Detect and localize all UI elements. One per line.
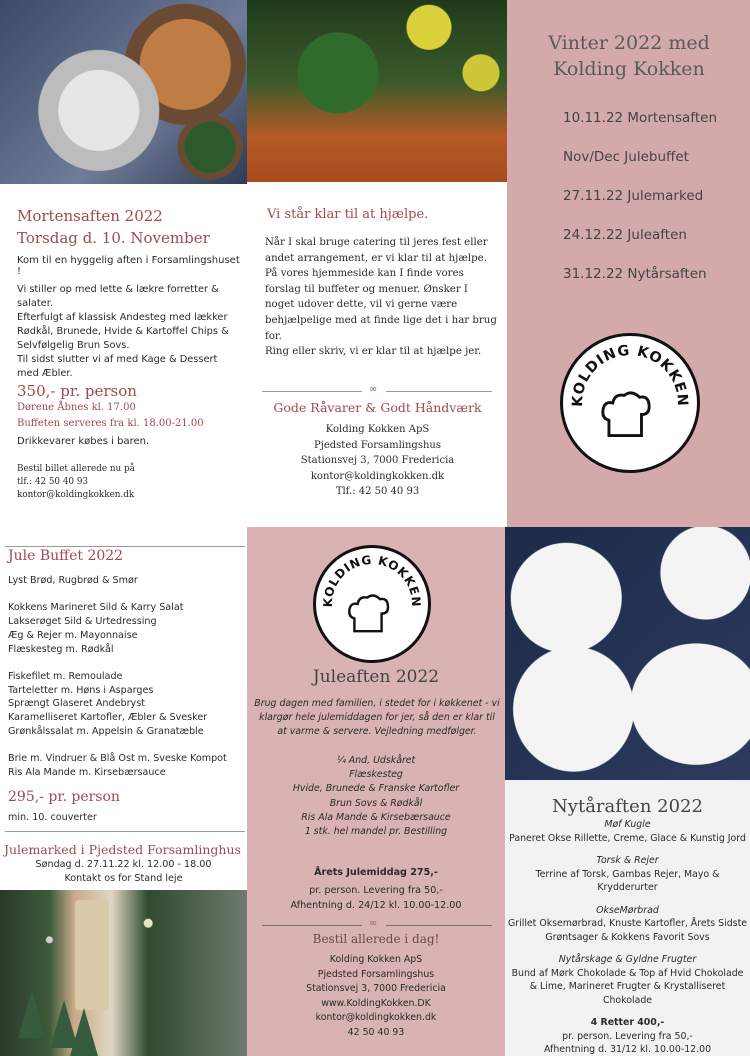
logo-text: KOLDING KOKKEN bbox=[569, 342, 691, 408]
mortensaften-body: Vi stiller op med lette & lækre forretter & salater. Efterfulgt af klassisk Andesteg med lækker Rødkål, Brunede, Hvide & Kartoffel Chips & Selvfølgelig Brun Sovs. Til sidst slutter vi af med Kage & Dessert med Æbler. bbox=[17, 284, 229, 379]
julebuffet-min: min. 10. couverter bbox=[8, 812, 97, 823]
wooden-tree-decoration bbox=[75, 900, 109, 1010]
svg-text:KOLDING KOKKEN bbox=[321, 553, 423, 608]
plated-dishes-photo bbox=[505, 527, 750, 780]
juleaften-title: Juleaften 2022 bbox=[312, 667, 440, 687]
help-contact: Kolding Kokken ApS Pjedsted Forsamlingshus Stationsvej 3, 7000 Fredericia kontor@koldingkokken.dk Tlf.: 42 50 40 93 bbox=[300, 424, 455, 497]
event-item: 27.11.22 Julemarked bbox=[563, 188, 704, 204]
ornament: ∞ bbox=[368, 918, 380, 929]
mortensaften-intro: Kom til en hyggelig aften i Forsamlingshuset ! bbox=[17, 255, 240, 277]
julebuffet-menu: Lyst Brød, Rugbrød & Smør Kokkens Marineret Sild & Karry Salat Lakserøget Sild & Urtedressing Æg & Rejer m. Mayonnaise Flæskesteg m. Rødkål Fiskefilet m. Remoulade Tarteletter m. Høns i Asparges Sprængt Glaseret Andebryst Karamelliseret Kartofler, Æbler & Svesker Grønkålssalat m. Appelsin & Granatæble Brie m. Vindruer & Blå Ost m. Sveske Kompot Ris Ala Mande m. Kirsebærsauce bbox=[8, 575, 227, 778]
julebuffet-price: 295,- pr. person bbox=[8, 789, 120, 805]
event-item: 10.11.22 Mortensaften bbox=[563, 110, 717, 126]
mortensaften-title: Mortensaften 2022 bbox=[17, 207, 163, 225]
event-item: Nov/Dec Julebuffet bbox=[563, 149, 689, 165]
events-list bbox=[563, 110, 743, 305]
nytaar-price-detail: pr. person. Levering fra 50,- Afhentning d. 31/12 kl. 10.00-12.00 bbox=[543, 1030, 712, 1055]
juleaften-contact: Kolding Kokken ApS Pjedsted Forsamlingshus Stationsvej 3, 7000 Fredericia www.KoldingKokken.DK kontor@koldingkokken.dk 42 50 40 93 bbox=[306, 954, 446, 1038]
logo-text: KOLDING KOKKEN bbox=[320, 552, 424, 608]
julemarked-title: Julemarked i Pjedsted Forsamlinghus bbox=[4, 842, 241, 857]
divider bbox=[262, 391, 362, 392]
svg-text:KOLDING KOKKEN bbox=[570, 343, 690, 407]
mortensaften-drinks: Drikkevarer købes i baren. bbox=[17, 436, 150, 447]
course-name: Møf Kugle bbox=[604, 819, 651, 830]
divider bbox=[386, 391, 492, 392]
herb-salmon-photo bbox=[247, 0, 507, 182]
juleaften-price-title: Årets Julemiddag 275,- bbox=[314, 867, 438, 878]
julemarked-contact: Kontakt os for Stand leje bbox=[64, 873, 183, 884]
event-item: 31.12.22 Nytårsaften bbox=[563, 266, 707, 282]
tree-decoration bbox=[18, 990, 46, 1038]
mortensaften-booking: Bestil billet allerede nu på tlf.: 42 50 40 93 kontor@koldingkokken.dk bbox=[17, 464, 135, 500]
divider bbox=[262, 925, 362, 926]
course-desc: Terrine af Torsk, Gambas Rejer, Mayo & Krydderurter bbox=[535, 868, 720, 893]
juleaften-price-detail: pr. person. Levering fra 50,- Afhentning d. 24/12 kl. 10.00-12.00 bbox=[290, 885, 462, 911]
course-desc: Grillet Oksemørbrad, Knuste Kartofler, Årets Sidste Grøntsager & Kokkens Favorit Sovs bbox=[507, 918, 748, 943]
course-name: OkseMørbrad bbox=[596, 904, 659, 916]
julebuffet-title: Jule Buffet 2022 bbox=[8, 548, 124, 564]
help-title: Vi står klar til at hjælpe. bbox=[267, 207, 429, 222]
course-desc: Paneret Okse Rillette, Creme, Glace & Kunstig Jord bbox=[509, 832, 746, 844]
chef-hat-icon bbox=[603, 393, 649, 436]
juleaften-menu: ¼ And, Udskåret Flæskesteg Hvide, Brunede & Franske Kartofler Brun Sovs & Rødkål Ris Ala Mande & Kirsebærsauce 1 stk. hel mandel pr. Bestilling bbox=[292, 755, 460, 838]
tree-decoration bbox=[70, 1008, 98, 1056]
course-name: Torsk & Rejer bbox=[596, 855, 659, 866]
nytaar-price-title: 4 Retter 400,- bbox=[590, 1017, 665, 1028]
divider bbox=[5, 546, 245, 547]
chef-hat-icon bbox=[349, 596, 388, 632]
event-item: 24.12.22 Juleaften bbox=[563, 227, 687, 243]
course-name: Nytårskage & Gyldne Frugter bbox=[558, 954, 697, 965]
divider bbox=[386, 925, 492, 926]
divider bbox=[5, 831, 245, 832]
christmas-market-photo bbox=[0, 890, 247, 1056]
mortensaften-price: 350,- pr. person bbox=[17, 382, 137, 400]
help-tagline: Gode Råvarer & Godt Håndværk bbox=[273, 400, 482, 415]
mortensaften-buffet-time: Buffeten serveres fra kl. 18.00-21.00 bbox=[17, 418, 204, 429]
course-desc: Bund af Mørk Chokolade & Top af Hvid Chokolade & Lime, Marineret Frugter & Krystalliseret Chokolade bbox=[511, 967, 744, 1006]
kolding-kokken-logo bbox=[560, 333, 700, 473]
ornament: ∞ bbox=[368, 384, 380, 395]
mortensaften-date: Torsdag d. 10. November bbox=[17, 229, 210, 247]
juleaften-order-now: Bestil allerede i dag! bbox=[312, 932, 440, 946]
mortensaften-doors: Dørene Åbnes kl. 17.00 bbox=[17, 402, 136, 413]
food-photo-top-left bbox=[0, 0, 247, 184]
juleaften-intro: Brug dagen med familien, i stedet for i køkkenet - vi klargør hele julemiddagen for jer, så den er klar til at varme & servere. Vejledning medfølger. bbox=[254, 698, 500, 737]
kolding-kokken-logo bbox=[313, 545, 431, 663]
julemarked-time: Søndag d. 27.11.22 kl. 12.00 - 18.00 bbox=[35, 859, 212, 870]
help-body: Når I skal bruge catering til jeres fest eller andet arrangement, er vi klar til at hjælpe. På vores hjemmeside kan I finde vores forslag til buffeter og menuer. Ønsker I noget udover dette, vil vi gerne være behjælpelige med at finde lige det i har brug for. Ring eller skriv, vi er klar til at hjælpe jer. bbox=[265, 237, 497, 358]
nytaar-menu bbox=[507, 818, 748, 1056]
nytaar-title: Nytåraften 2022 bbox=[552, 796, 703, 817]
winter-title: Vinter 2022 med Kolding Kokken bbox=[548, 32, 710, 80]
